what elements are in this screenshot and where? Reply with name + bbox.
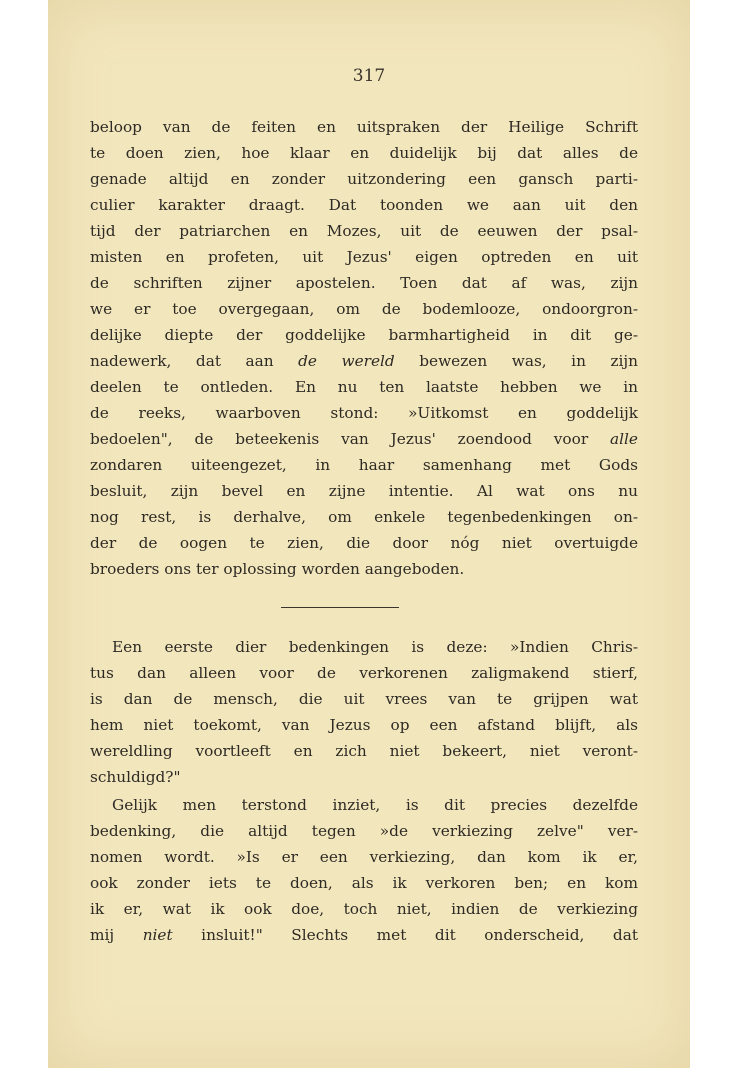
text-line: tijd der patriarchen en Mozes, uit de eeuwen der psal- <box>90 222 638 240</box>
italic-emphasis: niet <box>142 926 173 944</box>
italic-emphasis: alle <box>610 430 638 448</box>
text-line: nomen wordt. »Is er een verkiezing, dan kom ik er, <box>90 848 638 866</box>
text-line: bedoelen", de beteekenis van Jezus' zoendood voor alle <box>90 430 638 448</box>
text-line: der de oogen te zien, die door nóg niet overtuigde <box>90 534 638 552</box>
text-line: Een eerste dier bedenkingen is deze: »Indien Chris- <box>112 638 638 656</box>
text-line: ook zonder iets te doen, als ik verkoren ben; en kom <box>90 874 638 892</box>
text-line: bedenking, die altijd tegen »de verkiezing zelve" ver- <box>90 822 638 840</box>
text-line: schuldigd?" <box>90 768 181 786</box>
section-divider <box>281 607 399 608</box>
text-line: delijke diepte der goddelijke barmhartigheid in dit ge- <box>90 326 638 344</box>
text-line: misten en profeten, uit Jezus' eigen optreden en uit <box>90 248 638 266</box>
text-line: de reeks, waarboven stond: »Uitkomst en goddelijk <box>90 404 638 422</box>
page-number: 317 <box>352 66 386 86</box>
text-line: nadewerk, dat aan de wereld bewezen was, in zijn <box>90 352 638 370</box>
text-line: we er toe overgegaan, om de bodemlooze, ondoorgron- <box>90 300 638 318</box>
text-line: tus dan alleen voor de verkorenen zaligmakend stierf, <box>90 664 638 682</box>
italic-emphasis: de wereld <box>298 352 395 370</box>
text-line: besluit, zijn bevel en zijne intentie. Al wat ons nu <box>90 482 638 500</box>
text-line: Gelijk men terstond inziet, is dit precies dezelfde <box>112 796 638 814</box>
book-page <box>48 0 690 1068</box>
text-line: mij niet insluit!" Slechts met dit onderscheid, dat <box>90 926 638 944</box>
text-line: culier karakter draagt. Dat toonden we aan uit den <box>90 196 638 214</box>
text-line: wereldling voortleeft en zich niet bekeert, niet veront- <box>90 742 638 760</box>
text-line: genade altijd en zonder uitzondering een gansch parti- <box>90 170 638 188</box>
text-line: hem niet toekomt, van Jezus op een afstand blijft, als <box>90 716 638 734</box>
text-line: nog rest, is derhalve, om enkele tegenbedenkingen on- <box>90 508 638 526</box>
text-line: ik er, wat ik ook doe, toch niet, indien de verkiezing <box>90 900 638 918</box>
text-line: zondaren uiteengezet, in haar samenhang met Gods <box>90 456 638 474</box>
text-line: broeders ons ter oplossing worden aangeboden. <box>90 560 465 578</box>
text-line: de schriften zijner apostelen. Toen dat af was, zijn <box>90 274 638 292</box>
text-line: deelen te ontleden. En nu ten laatste hebben we in <box>90 378 638 396</box>
text-line: beloop van de feiten en uitspraken der Heilige Schrift <box>90 118 638 136</box>
text-line: te doen zien, hoe klaar en duidelijk bij dat alles de <box>90 144 638 162</box>
text-line: is dan de mensch, die uit vrees van te grijpen wat <box>90 690 638 708</box>
